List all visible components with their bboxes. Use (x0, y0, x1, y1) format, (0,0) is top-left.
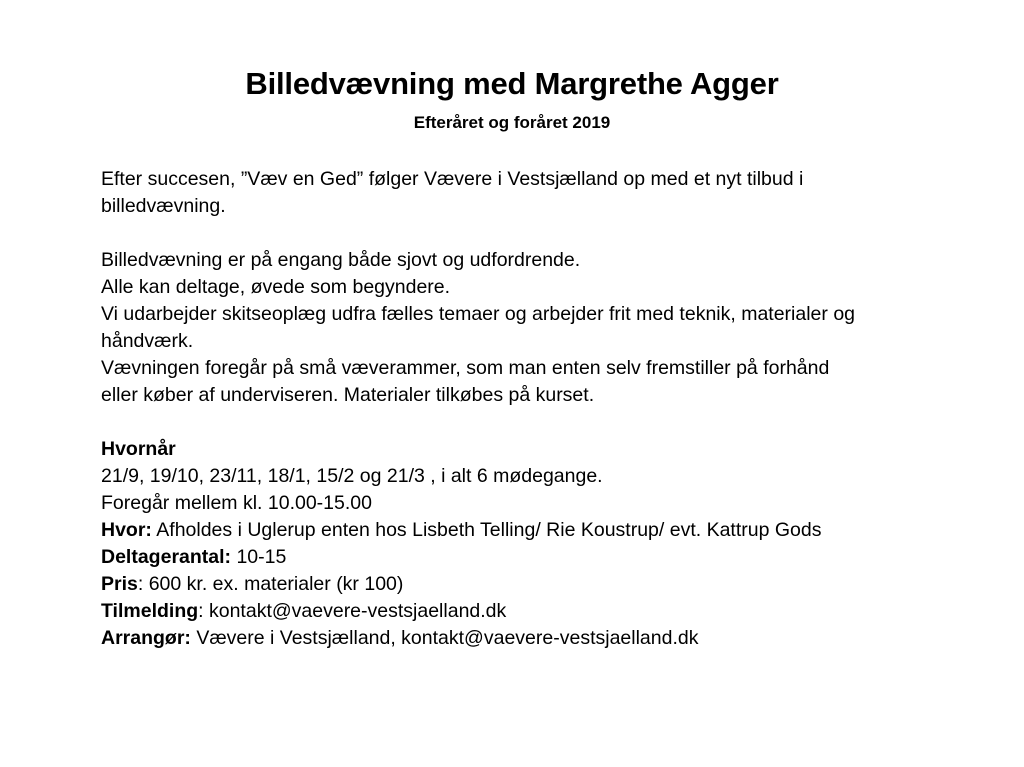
participants-value: 10-15 (231, 546, 287, 568)
price-label: Pris (101, 573, 138, 595)
time-line: Foregår mellem kl. 10.00-15.00 (101, 492, 372, 514)
organizer-value: Vævere i Vestsjælland, kontakt@vaevere-vestsjaelland.dk (190, 627, 699, 649)
signup-value: : kontakt@vaevere-vestsjaelland.dk (198, 600, 507, 622)
where-label: Hvor: (101, 519, 152, 541)
price-line (101, 571, 941, 598)
where-value: Afholdes i Uglerup enten hos Lisbeth Telling/ Rie Koustrup/ evt. Kattrup Gods (151, 519, 822, 541)
description-line-4: håndværk. (101, 330, 194, 352)
description-line-1: Billedvævning er på engang både sjovt og udfordrende. (101, 249, 581, 271)
dates-line: 21/9, 19/10, 23/11, 18/1, 15/2 og 21/3 , i alt 6 mødegange. (101, 465, 603, 487)
signup-line (101, 598, 941, 625)
price-value: : 600 kr. ex. materialer (kr 100) (137, 573, 404, 595)
document-subtitle: Efteråret og foråret 2019 (413, 113, 611, 132)
organizer-line (101, 625, 941, 652)
description-line-5: Vævningen foregår på små væverammer, som man enten selv fremstiller på forhånd (101, 357, 830, 379)
paragraph-gap (101, 220, 941, 247)
participants-label: Deltagerantal: (101, 546, 232, 568)
description-line-6: eller køber af underviseren. Materialer tilkøbes på kurset. (101, 384, 595, 406)
intro-line-1: Efter succesen, ”Væv en Ged” følger Vævere i Vestsjælland op med et nyt tilbud i (101, 168, 804, 190)
document-body (101, 166, 941, 652)
signup-label: Tilmelding (101, 600, 199, 622)
organizer-label: Arrangør: (101, 627, 191, 649)
paragraph-gap (101, 409, 941, 436)
participants-line (101, 544, 941, 571)
description-line-2: Alle kan deltage, øvede som begyndere. (101, 276, 451, 298)
description-line-3: Vi udarbejder skitseoplæg udfra fælles temaer og arbejder frit med teknik, materialer og (101, 303, 856, 325)
intro-line-2: billedvævning. (101, 195, 226, 217)
where-line (101, 517, 941, 544)
document-title: Billedvævning med Margrethe Agger (245, 66, 779, 101)
when-heading: Hvornår (101, 438, 176, 460)
